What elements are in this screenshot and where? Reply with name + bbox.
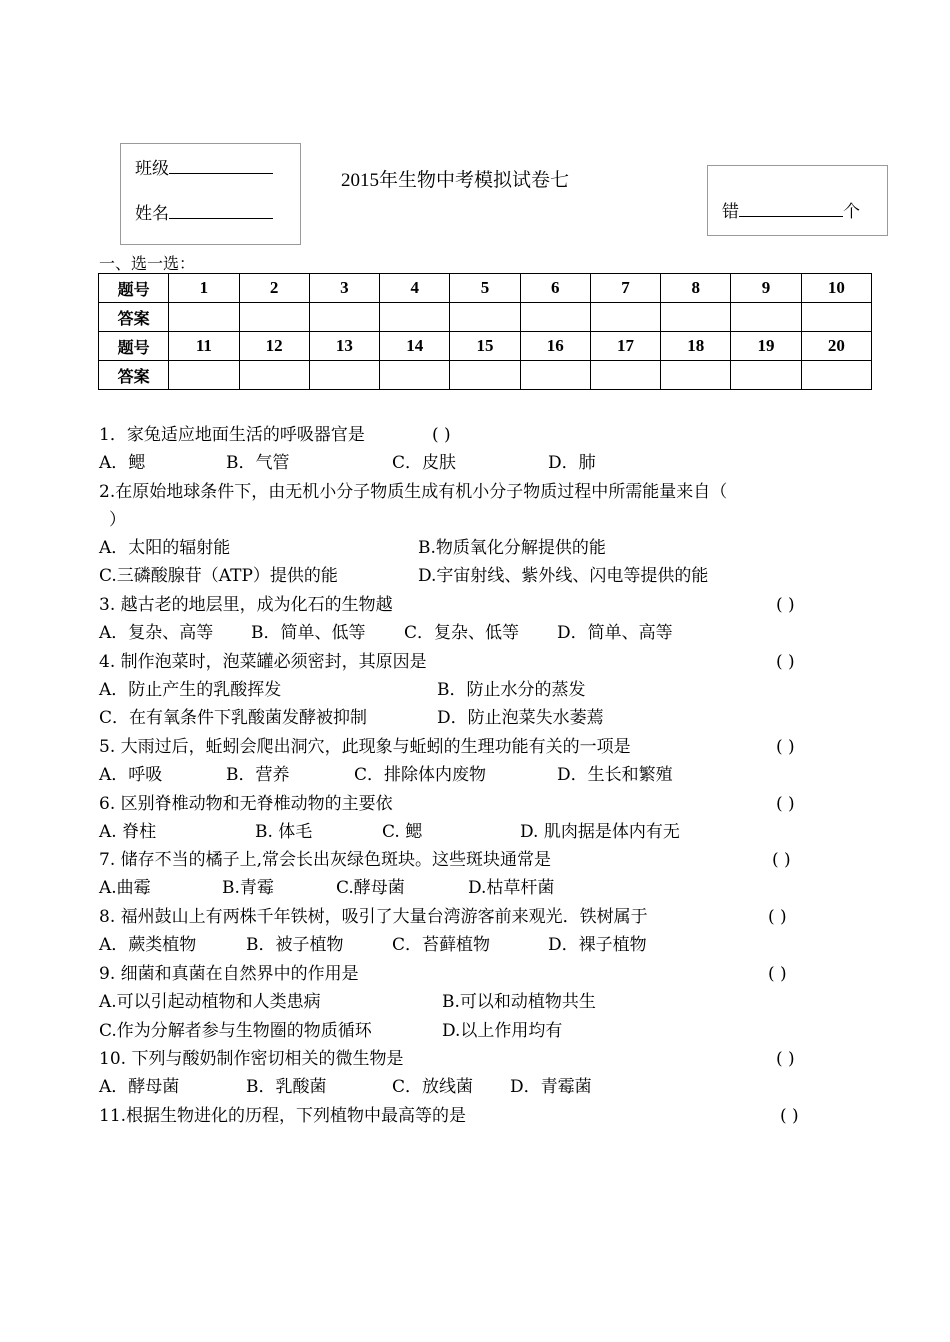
- answer-cell[interactable]: [450, 303, 520, 332]
- option: C．复杂、低等: [404, 623, 520, 643]
- question-number: 9: [731, 274, 801, 303]
- answer-paren: ( ): [772, 850, 791, 870]
- answer-cell[interactable]: [731, 303, 801, 332]
- question-stem: 9. 细菌和真菌在自然界中的作用是: [99, 964, 359, 984]
- exam-title: 2015年生物中考模拟试卷七: [341, 170, 570, 191]
- option: C.三磷酸腺苷（ATP）提供的能: [99, 566, 338, 586]
- option: A.可以引起动植物和人类患病: [99, 992, 321, 1012]
- question-number: 8: [661, 274, 731, 303]
- name-label: 姓名: [135, 204, 169, 224]
- question-number: 2: [239, 274, 309, 303]
- option: C．皮肤: [392, 453, 457, 473]
- option: A．防止产生的乳酸挥发: [99, 680, 282, 700]
- answer-cell[interactable]: [169, 361, 239, 390]
- question-number: 4: [380, 274, 450, 303]
- answer-cell[interactable]: [450, 361, 520, 390]
- answer-cell[interactable]: [520, 303, 590, 332]
- table-row: [99, 274, 872, 303]
- answer-paren: ( ): [432, 425, 451, 445]
- option: A．蕨类植物: [99, 935, 197, 955]
- question-number: 14: [380, 332, 450, 361]
- option: B．营养: [226, 765, 290, 785]
- question-stem: 2.在原始地球条件下，由无机小分子物质生成有机小分子物质过程中所需能量来自（: [99, 482, 728, 502]
- question-number: 10: [801, 274, 871, 303]
- answer-paren: ( ): [776, 794, 795, 814]
- question-number: 12: [239, 332, 309, 361]
- option: B．简单、低等: [251, 623, 366, 643]
- question-number: 7: [590, 274, 660, 303]
- class-label: 班级: [135, 159, 169, 179]
- number-row-label: 题号: [99, 332, 169, 361]
- option: A.曲霉: [99, 878, 151, 898]
- question-stem: 11.根据生物进化的历程，下列植物中最高等的是: [99, 1106, 467, 1126]
- option: C.酵母菌: [336, 878, 405, 898]
- question-stem: 1．家兔适应地面生活的呼吸器官是: [99, 425, 365, 445]
- question-stem: 3. 越古老的地层里，成为化石的生物越: [99, 595, 393, 615]
- name-field: [135, 199, 273, 224]
- question-number: 6: [520, 274, 590, 303]
- wrong-unit: 个: [843, 202, 860, 222]
- option: D.以上作用均有: [442, 1021, 563, 1041]
- answer-cell[interactable]: [731, 361, 801, 390]
- question-number: 13: [309, 332, 379, 361]
- section-title: 一、选一选：: [99, 254, 196, 273]
- option: C.作为分解者参与生物圈的物质循环: [99, 1021, 372, 1041]
- answer-cell[interactable]: [590, 361, 660, 390]
- question-number: 15: [450, 332, 520, 361]
- name-blank[interactable]: [169, 202, 273, 219]
- answer-paren: ( ): [776, 1049, 795, 1069]
- option: B.可以和动植物共生: [442, 992, 596, 1012]
- table-row: [99, 361, 872, 390]
- option: C．放线菌: [392, 1077, 474, 1097]
- question-number: 3: [309, 274, 379, 303]
- question-number: 5: [450, 274, 520, 303]
- wrong-count-field: [722, 197, 860, 222]
- answer-cell[interactable]: [801, 303, 871, 332]
- option: D．裸子植物: [548, 935, 647, 955]
- option: C. 鳃: [382, 822, 423, 842]
- question-stem: 4. 制作泡菜时，泡菜罐必须密封，其原因是: [99, 652, 427, 672]
- question-number: 20: [801, 332, 871, 361]
- question-stem: 10. 下列与酸奶制作密切相关的微生物是: [99, 1049, 404, 1069]
- question-number: 19: [731, 332, 801, 361]
- answer-row-label: 答案: [99, 303, 169, 332]
- answer-cell[interactable]: [661, 303, 731, 332]
- option: A. 脊柱: [99, 822, 157, 842]
- wrong-blank[interactable]: [739, 200, 843, 217]
- table-row: [99, 332, 872, 361]
- answer-paren: ( ): [768, 907, 787, 927]
- option: A．复杂、高等: [99, 623, 214, 643]
- option: D．青霉菌: [510, 1077, 592, 1097]
- answer-cell[interactable]: [239, 361, 309, 390]
- number-row-label: 题号: [99, 274, 169, 303]
- answer-paren: ( ): [780, 1106, 799, 1126]
- option: D．生长和繁殖: [557, 765, 673, 785]
- class-field: [135, 154, 273, 179]
- question-number: 16: [520, 332, 590, 361]
- option: D．简单、高等: [557, 623, 673, 643]
- answer-cell[interactable]: [309, 303, 379, 332]
- option: B.物质氧化分解提供的能: [418, 538, 606, 558]
- option: D.宇宙射线、紫外线、闪电等提供的能: [418, 566, 709, 586]
- wrong-label: 错: [722, 202, 739, 222]
- option: A．酵母菌: [99, 1077, 180, 1097]
- table-row: [99, 303, 872, 332]
- option: A．太阳的辐射能: [99, 538, 231, 558]
- question-stem: 8. 福州鼓山上有两株千年铁树，吸引了大量台湾游客前来观光．铁树属于: [99, 907, 648, 927]
- question-stem: 7. 储存不当的橘子上,常会长出灰绿色斑块。这些斑块通常是: [99, 850, 552, 870]
- option: B．防止水分的蒸发: [437, 680, 586, 700]
- option: D. 肌肉据是体内有无: [520, 822, 680, 842]
- question-number: 18: [661, 332, 731, 361]
- answer-cell[interactable]: [239, 303, 309, 332]
- option: D．肺: [548, 453, 596, 473]
- answer-paren: ( ): [776, 652, 795, 672]
- question-number: 11: [169, 332, 239, 361]
- answer-row-label: 答案: [99, 361, 169, 390]
- answer-cell[interactable]: [520, 361, 590, 390]
- option: B．乳酸菌: [246, 1077, 327, 1097]
- answer-cell[interactable]: [380, 361, 450, 390]
- answer-table: [98, 273, 872, 390]
- answer-cell[interactable]: [661, 361, 731, 390]
- answer-cell[interactable]: [801, 361, 871, 390]
- answer-cell[interactable]: [590, 303, 660, 332]
- option: A．呼吸: [99, 765, 163, 785]
- answer-paren: ( ): [776, 595, 795, 615]
- question-stem-cont: ）: [109, 510, 126, 530]
- question-stem: 5. 大雨过后，蚯蚓会爬出洞穴，此现象与蚯蚓的生理功能有关的一项是: [99, 737, 631, 757]
- option: B. 体毛: [255, 822, 313, 842]
- question-stem: 6. 区别脊椎动物和无脊椎动物的主要依: [99, 794, 393, 814]
- option: A．鳃: [99, 453, 146, 473]
- answer-paren: ( ): [776, 737, 795, 757]
- option: C．排除体内废物: [354, 765, 487, 785]
- option: C．苔藓植物: [392, 935, 491, 955]
- option: D．防止泡菜失水萎蔫: [437, 708, 604, 728]
- option: B．被子植物: [246, 935, 344, 955]
- option: C．在有氧条件下乳酸菌发酵被抑制: [99, 708, 368, 728]
- answer-cell[interactable]: [309, 361, 379, 390]
- question-number: 1: [169, 274, 239, 303]
- answer-cell[interactable]: [169, 303, 239, 332]
- answer-paren: ( ): [768, 964, 787, 984]
- answer-cell[interactable]: [380, 303, 450, 332]
- class-blank[interactable]: [169, 157, 273, 174]
- option: B.青霉: [222, 878, 274, 898]
- option: D.枯草杆菌: [468, 878, 555, 898]
- option: B．气管: [226, 453, 290, 473]
- question-number: 17: [590, 332, 660, 361]
